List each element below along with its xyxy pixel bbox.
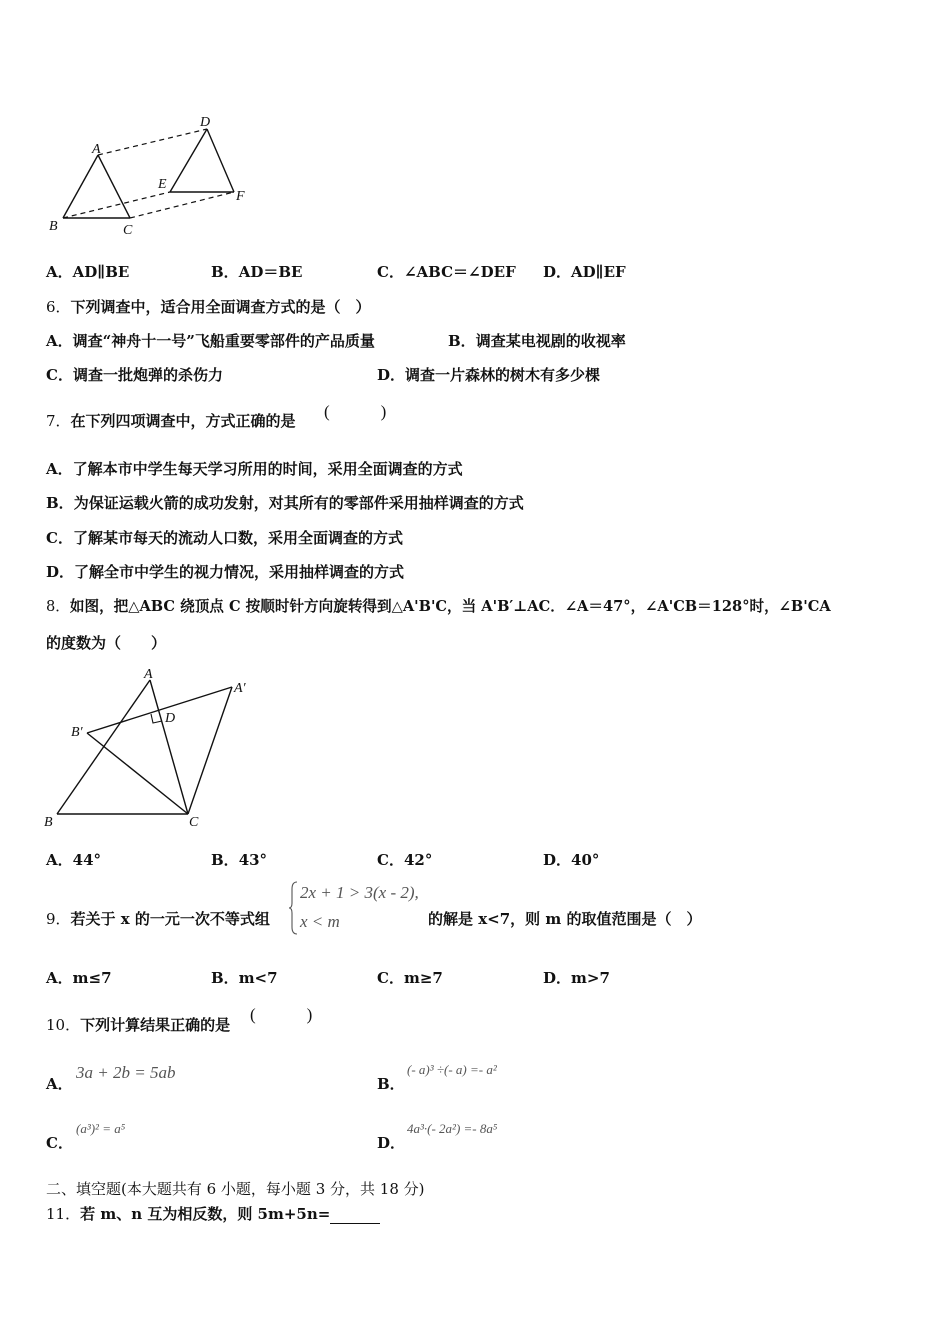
- q7-stem: 7．在下列四项调查中，方式正确的是: [46, 412, 296, 430]
- q9-option-c: C．m≥7: [377, 969, 443, 987]
- q6-option-c: C．调查一批炮弹的杀伤力: [46, 366, 223, 384]
- q7-option-d: D．了解全市中学生的视力情况，采用抽样调查的方式: [46, 563, 405, 581]
- q6-option-d: D．调查一片森林的树木有多少棵: [377, 366, 601, 384]
- label-F: F: [236, 189, 245, 204]
- q5-option-d: D．AD∥EF: [543, 263, 626, 281]
- q8-option-a: A．44°: [46, 851, 102, 869]
- q6-option-b: B．调查某电视剧的收视率: [448, 332, 626, 350]
- q8-option-c: C．42°: [377, 851, 433, 869]
- q9-option-d: D．m>7: [543, 969, 610, 987]
- section-fill-in-title: 二、填空题(本大题共有 6 小题，每小题 3 分，共 18 分): [46, 1180, 425, 1198]
- q9-stem-after: 的解是 x<7，则 m 的取值范围是（ ）: [428, 910, 702, 928]
- q6-option-a: A．调查“神舟十一号”飞船重要零部件的产品质量: [46, 332, 375, 350]
- q10-answer-paren: ( ): [250, 1005, 313, 1024]
- q10-stem: 10．下列计算结果正确的是: [46, 1016, 231, 1034]
- q10-option-a-letter: A．: [46, 1075, 73, 1093]
- q10-option-d-expr: 4a³·(- 2a²) =- 8a⁵: [407, 1121, 498, 1136]
- q8-stem-line2: 的度数为（ ）: [46, 634, 167, 652]
- label-C: C: [123, 223, 133, 238]
- figure-translated-triangles: [40, 108, 270, 238]
- label-E: E: [158, 177, 167, 192]
- q10-option-d-letter: D．: [377, 1134, 406, 1152]
- label-A-prime: A′: [234, 681, 246, 696]
- q7-answer-paren: ( ): [324, 402, 387, 421]
- q6-stem: 6．下列调查中，适合用全面调查方式的是（ ）: [46, 298, 371, 316]
- label-B-prime: B′: [71, 725, 83, 740]
- label-A: A: [144, 667, 153, 682]
- q8-option-d: D．40°: [543, 851, 600, 869]
- q9-system-line2: x < m: [300, 912, 340, 931]
- q9-system-line1: 2x + 1 > 3(x - 2),: [300, 883, 419, 902]
- figure-rotated-triangles: [40, 660, 270, 835]
- q7-option-c: C．了解某市每天的流动人口数，采用全面调查的方式: [46, 529, 403, 547]
- q10-option-a-expr: 3a + 2b = 5ab: [76, 1063, 176, 1082]
- q10-option-b-letter: B．: [377, 1075, 405, 1093]
- label-D: D: [200, 115, 211, 130]
- q5-option-c: C．∠ABC＝∠DEF: [377, 263, 516, 281]
- q10-option-c-letter: C．: [46, 1134, 73, 1152]
- q7-option-b: B．为保证运载火箭的成功发射，对其所有的零部件采用抽样调查的方式: [46, 494, 524, 512]
- q8-stem-line1: 8．如图，把△ABC 绕顶点 C 按顺时针方向旋转得到△A'B'C，当 A'B′⊥AC．∠A＝47°，∠A'CB＝128°时，∠B'CA: [46, 598, 831, 615]
- q10-option-c-expr: (a³)² = a⁵: [76, 1121, 126, 1136]
- q5-option-a: A．AD∥BE: [46, 263, 130, 281]
- label-A: A: [92, 142, 101, 157]
- q9-option-b: B．m<7: [211, 969, 278, 987]
- q11-stem: 11．若 m、n 互为相反数，则 5m+5n=: [46, 1203, 380, 1224]
- q5-option-b: B．AD＝BE: [211, 263, 303, 281]
- label-C: C: [189, 815, 199, 830]
- label-B: B: [44, 815, 53, 830]
- answer-blank[interactable]: [330, 1209, 380, 1224]
- q9-stem-before: 9．若关于 x 的一元一次不等式组: [46, 910, 270, 928]
- label-D: D: [165, 711, 176, 726]
- q7-option-a: A．了解本市中学生每天学习所用的时间，采用全面调查的方式: [46, 460, 463, 478]
- q10-option-b-expr: (- a)³ ÷(- a) =- a²: [407, 1062, 497, 1077]
- q9-option-a: A．m≤7: [46, 969, 112, 987]
- q9-brace: [289, 881, 299, 935]
- q8-option-b: B．43°: [211, 851, 268, 869]
- label-B: B: [49, 219, 58, 234]
